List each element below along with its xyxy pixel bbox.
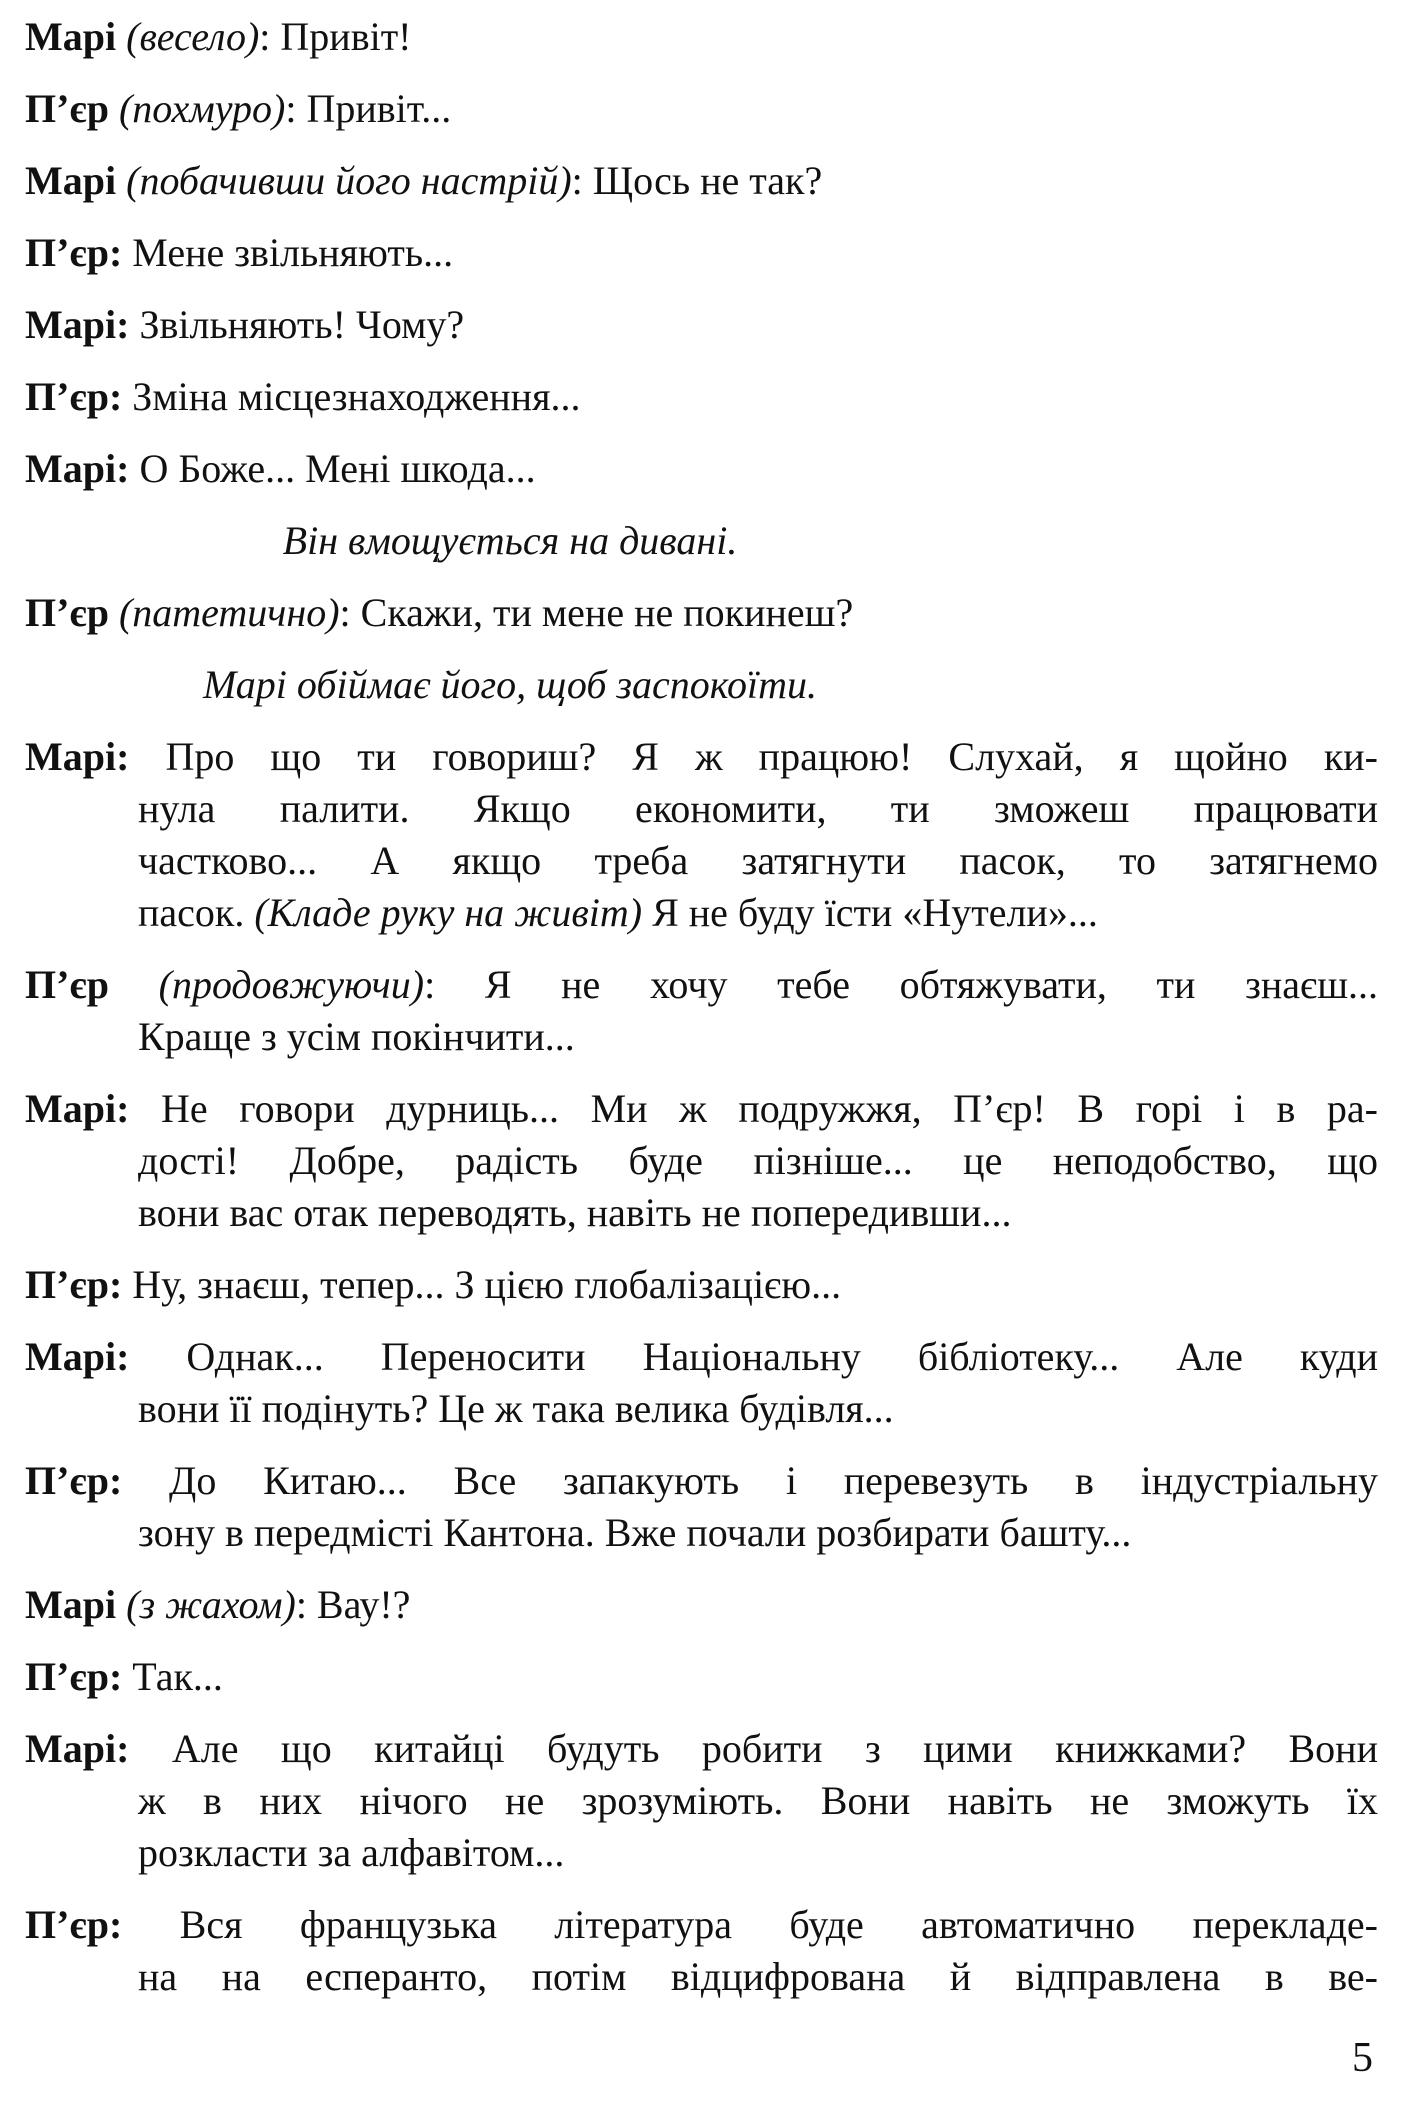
dialogue-text: : Щось не так? [571, 158, 823, 203]
dialogue-line [25, 83, 1378, 135]
speaker-name: Марі: [25, 302, 130, 347]
speech-paragraph [25, 959, 1378, 1063]
dialogue-line [25, 1383, 1378, 1435]
dialogue-line [25, 1651, 1378, 1703]
speaker-name: Марі: [25, 734, 130, 779]
stage-direction-inline: (патетично) [118, 590, 340, 635]
speech-paragraph [25, 1331, 1378, 1435]
dialogue-text: Мене звільняють... [122, 230, 454, 275]
dialogue-text: : Скажи, ти мене не покинеш? [339, 590, 854, 635]
speaker-name: Марі [25, 14, 117, 59]
stage-direction-inline: (з жахом) [126, 1582, 296, 1627]
stage-direction-inline: (побачивши його настрій) [126, 158, 572, 203]
dialogue-line [25, 1827, 1378, 1879]
dialogue-text: Зміна місцезнаходження... [122, 374, 581, 419]
speech-paragraph [25, 371, 1378, 423]
speech-paragraph [25, 227, 1378, 279]
dialogue-line [25, 731, 1378, 783]
dialogue-text: вони її подінуть? Це ж така велика будівля... [138, 1386, 894, 1431]
dialogue-text [116, 1582, 126, 1627]
dialogue-text: ж в них нічого не зрозуміють. Вони навіть не зможуть їх [138, 1778, 1378, 1823]
dialogue-text: розкласти за алфавітом... [138, 1830, 565, 1875]
dialogue-line [25, 443, 1378, 495]
dialogue-text: Звільняють! Чому? [129, 302, 465, 347]
dialogue-line [25, 1455, 1378, 1507]
dialogue-text: на на есперанто, потім відцифрована й відправлена в ве- [138, 1954, 1378, 1999]
dialogue-line [25, 587, 1378, 639]
dialogue-text: Вся французька література буде автоматично перекладе- [122, 1902, 1378, 1947]
dialogue-line [25, 887, 1378, 939]
speaker-name: П’єр: [25, 1654, 123, 1699]
dialogue-text [116, 14, 126, 59]
dialogue-text: : Привіт! [259, 14, 412, 59]
dialogue-text [116, 158, 126, 203]
dialogue-line [25, 1187, 1378, 1239]
page-number: 5 [1352, 2035, 1373, 2081]
speech-paragraph [25, 299, 1378, 351]
dialogue-line [25, 1331, 1378, 1383]
dialogue-text: Але що китайці будуть робити з цими книжками? Вони [129, 1726, 1378, 1771]
speaker-name: П’єр: [25, 1458, 123, 1503]
dialogue-line [25, 299, 1378, 351]
dialogue-line [25, 783, 1378, 835]
speech-paragraph [25, 83, 1378, 135]
speech-paragraph [25, 443, 1378, 495]
dialogue-text: О Боже... Мені шкода... [129, 446, 536, 491]
dialogue-text [109, 86, 119, 131]
dialogue-text: пасок. [138, 890, 255, 935]
speaker-name: П’єр: [25, 1902, 123, 1947]
dialogue-line [25, 1775, 1378, 1827]
dialogue-line [25, 835, 1378, 887]
stage-direction-inline: (продовжуючи) [158, 962, 425, 1007]
dialogue-text [109, 590, 119, 635]
speech-paragraph [25, 155, 1378, 207]
dialogue-line [25, 11, 1378, 63]
speech-paragraph [25, 1455, 1378, 1559]
speaker-name: П’єр [25, 590, 109, 635]
speaker-name: Марі: [25, 1334, 130, 1379]
dialogue-text: : Я не хочу тебе обтяжувати, ти знаєш... [424, 962, 1379, 1007]
dialogue-line [25, 1135, 1378, 1187]
stage-direction: Він вмощується на дивані. [282, 518, 738, 563]
dialogue-text: Ну, знаєш, тепер... З цією глобалізацією... [122, 1262, 842, 1307]
dialogue-line [25, 1507, 1378, 1559]
speech-paragraph [25, 1259, 1378, 1311]
dialogue-text: Не говори дурниць... Ми ж подружжя, П’єр! В горі і в ра- [129, 1086, 1378, 1131]
dialogue-text: Однак... Переносити Національну бібліотеку... Але куди [129, 1334, 1378, 1379]
dialogue-line [25, 155, 1378, 207]
dialogue-line [25, 1011, 1378, 1063]
dialogue [25, 11, 1378, 2003]
speaker-name: П’єр [25, 86, 109, 131]
dialogue-text: Краще з усім покінчити... [138, 1014, 575, 1059]
speaker-name: Марі: [25, 446, 130, 491]
speech-paragraph [25, 1899, 1378, 2003]
dialogue-text: Про що ти говориш? Я ж працюю! Слухай, я щойно ки- [129, 734, 1378, 779]
speaker-name: Марі [25, 1582, 117, 1627]
dialogue-line [25, 1951, 1378, 2003]
speaker-name: П’єр: [25, 1262, 123, 1307]
dialogue-text: Так... [122, 1654, 223, 1699]
dialogue-text: частково... А якщо треба затягнути пасок, то затягнемо [138, 838, 1378, 883]
dialogue-line [25, 227, 1378, 279]
dialogue-line [25, 1723, 1378, 1775]
stage-direction-inline: (Кладе руку на живіт) [254, 890, 643, 935]
speech-paragraph [25, 1083, 1378, 1239]
speech-paragraph [25, 587, 1378, 639]
dialogue-line [25, 959, 1378, 1011]
speaker-name: Марі: [25, 1086, 130, 1131]
dialogue-line [25, 1083, 1378, 1135]
dialogue-line [25, 1259, 1378, 1311]
dialogue-text: нула палити. Якщо економити, ти зможеш працювати [138, 786, 1378, 831]
stage-direction-inline: (весело) [126, 14, 260, 59]
dialogue-text: дості! Добре, радість буде пізніше... це неподобство, що [138, 1138, 1378, 1183]
speaker-name: П’єр: [25, 230, 123, 275]
speech-paragraph [25, 1723, 1378, 1879]
speaker-name: Марі: [25, 1726, 130, 1771]
stage-direction-inline: (похмуро) [118, 86, 286, 131]
speech-paragraph [25, 1579, 1378, 1631]
speaker-name: Марі [25, 158, 117, 203]
dialogue-line [25, 371, 1378, 423]
dialogue-text: Я не буду їсти «Нутели»... [642, 890, 1098, 935]
speech-paragraph [25, 1651, 1378, 1703]
dialogue-text: : Привіт... [285, 86, 452, 131]
stage-direction: Марі обіймає його, щоб заспокоїти. [203, 662, 817, 707]
speaker-name: П’єр: [25, 374, 123, 419]
speaker-name: П’єр [25, 962, 109, 1007]
dialogue-text [109, 962, 159, 1007]
speech-paragraph [25, 731, 1378, 939]
dialogue-line [25, 1899, 1378, 1951]
dialogue-text: До Китаю... Все запакують і перевезуть в індустріальну [122, 1458, 1378, 1503]
dialogue-line [25, 1579, 1378, 1631]
dialogue-text: вони вас отак переводять, навіть не попередивши... [138, 1190, 1012, 1235]
dialogue-text: зону в передмісті Кантона. Вже почали розбирати башту... [138, 1510, 1132, 1555]
speech-paragraph [25, 11, 1378, 63]
dialogue-text: : Вау!? [295, 1582, 411, 1627]
